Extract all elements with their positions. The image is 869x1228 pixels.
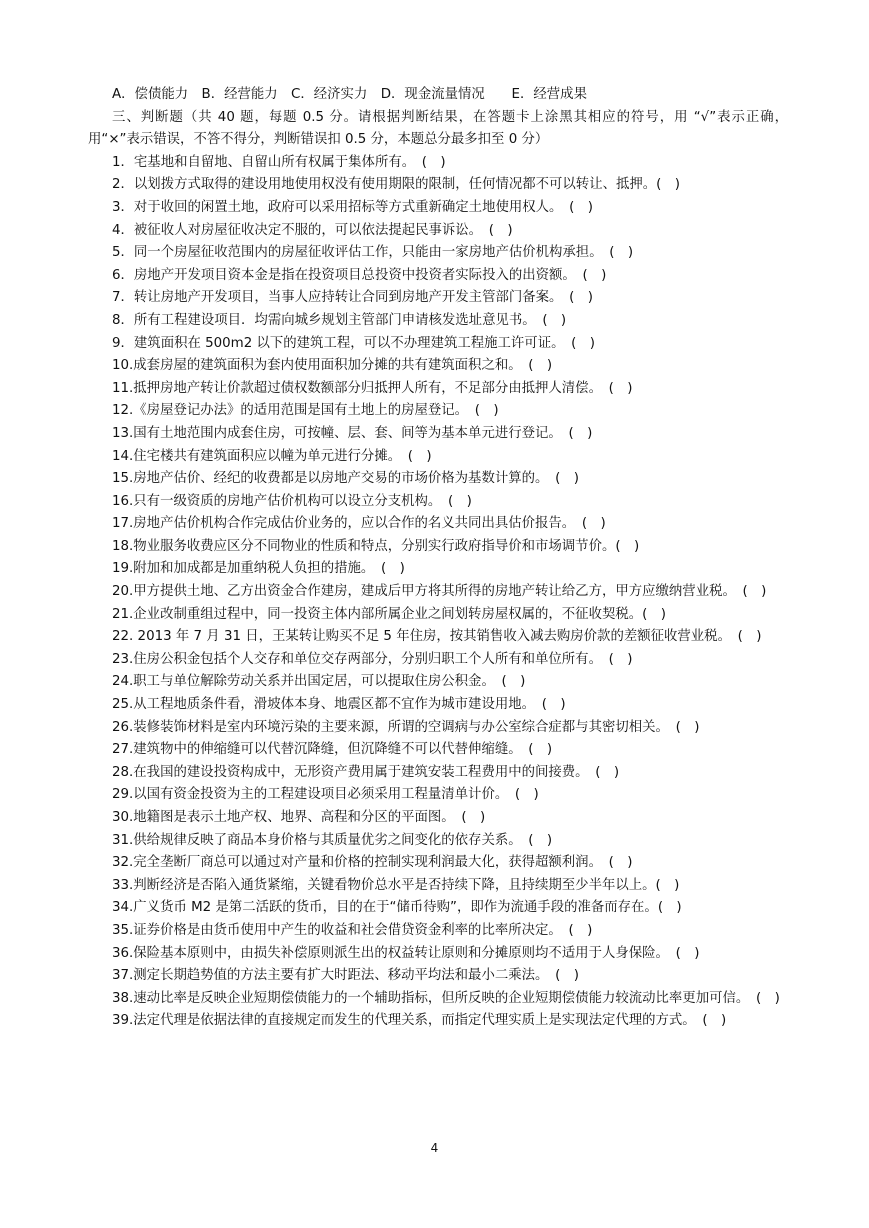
question-item: 14.住宅楼共有建筑面积应以幢为单元进行分摊。 ( ) xyxy=(112,448,432,464)
question-item: 13.国有土地范围内成套住房，可按幢、层、套、间等为基本单元进行登记。 ( ) xyxy=(112,425,593,441)
question-item: 15.房地产估价、经纪的收费都是以房地产交易的市场价格为基数计算的。 ( ) xyxy=(112,471,579,487)
question-item: 5．同一个房屋征收范围内的房屋征收评估工作，只能由一家房地产估价机构承担。 ( ) xyxy=(112,245,634,261)
question-item: 1．宅基地和自留地、自留山所有权属于集体所有。 ( ) xyxy=(112,154,446,170)
page-number: 4 xyxy=(430,1141,439,1155)
question-item: 21.企业改制重组过程中，同一投资主体内部所属企业之间划转房屋权属的，不征收契税。( ) xyxy=(112,606,666,622)
page-content xyxy=(88,84,788,1033)
question-item: 34.广义货币 M2 是第二活跃的货币，目的在于“储币待购”，即作为流通手段的准备而存在。( ) xyxy=(112,900,682,916)
question-item: 33.判断经济是否陷入通货紧缩，关键看物价总水平是否持续下降，且持续期至少半年以上。( ) xyxy=(112,877,680,893)
question-item: 36.保险基本原则中，由损失补偿原则派生出的权益转让原则和分摊原则均不适用于人身保险。 ( ) xyxy=(112,945,700,961)
question-item: 37.测定长期趋势值的方法主要有扩大时距法、移动平均法和最小二乘法。 ( ) xyxy=(112,968,579,984)
question-item: 3．对于收回的闲置土地，政府可以采用招标等方式重新确定土地使用权人。 ( ) xyxy=(112,199,593,215)
question-item: 27.建筑物中的伸缩缝可以代替沉降缝，但沉降缝不可以代替伸缩缝。 ( ) xyxy=(112,742,553,758)
answer-options-line: A．偿债能力 B．经营能力 C．经济实力 D．现金流量情况 E．经营成果 xyxy=(112,87,587,102)
question-item: 28.在我国的建设投资构成中，无形资产费用属于建筑安装工程费用中的间接费。 ( ) xyxy=(112,764,620,780)
question-item: 8．所有工程建设项目．均需向城乡规划主管部门申请核发选址意见书。 ( ) xyxy=(112,312,567,328)
question-item: 29.以国有资金投资为主的工程建设项目必须采用工程量清单计价。 ( ) xyxy=(112,787,539,803)
question-item: 12.《房屋登记办法》的适用范围是国有土地上的房屋登记。 ( ) xyxy=(112,403,499,419)
question-item: 10.成套房屋的建筑面积为套内使用面积加分摊的共有建筑面积之和。 ( ) xyxy=(112,358,553,374)
question-item: 30.地籍图是表示土地产权、地界、高程和分区的平面图。 ( ) xyxy=(112,810,486,825)
question-item: 7．转让房地产开发项目，当事人应持转让合同到房地产开发主管部门备案。 ( ) xyxy=(112,290,593,306)
question-item: 16.只有一级资质的房地产估价机构可以设立分支机构。 ( ) xyxy=(112,493,472,509)
question-item: 6．房地产开发项目资本金是指在投资项目总投资中投资者实际投入的出资额。 ( ) xyxy=(112,267,607,283)
question-item: 39.法定代理是依据法律的直接规定而发生的代理关系，而指定代理实质上是实现法定代理的方式。 ( ) xyxy=(112,1013,727,1029)
question-item: 38.速动比率是反映企业短期偿债能力的一个辅助指标，但所反映的企业短期偿债能力较流动比率更加可信。 ( ) xyxy=(112,990,780,1006)
question-item: 11.抵押房地产转让价款超过债权数额部分归抵押人所有，不足部分由抵押人清偿。 ( ) xyxy=(112,380,633,396)
question-item: 23.住房公积金包括个人交存和单位交存两部分，分别归职工个人所有和单位所有。 ( ) xyxy=(112,651,633,667)
question-item: 22. 2013 年 7 月 31 日，王某转让购买不足 5 年住房，按其销售收入减去购房价款的差额征收营业税。 ( ) xyxy=(112,629,762,645)
question-item: 17.房地产估价机构合作完成估价业务的，应以合作的名义共同出具估价报告。 ( ) xyxy=(112,516,606,532)
question-item: 2．以划拨方式取得的建设用地使用权没有使用期限的限制，任何情况都不可以转让、抵押。( ) xyxy=(112,177,680,193)
question-item: 24.职工与单位解除劳动关系并出国定居，可以提取住房公积金。 ( ) xyxy=(112,674,526,690)
question-item: 4．被征收人对房屋征收决定不服的，可以依法提起民事诉讼。 ( ) xyxy=(112,222,513,238)
question-item: 26.装修装饰材料是室内环境污染的主要来源，所谓的空调病与办公室综合症都与其密切相关。 ( ) xyxy=(112,719,700,735)
question-item: 31.供给规律反映了商品本身价格与其质量优劣之间变化的依存关系。 ( ) xyxy=(112,832,553,848)
section-heading: 三、判断题（共 40 题，每题 0.5 分。请根据判断结果，在答题卡上涂黑其相应的符号，用 “√”表示正确，用“×”表示错误，不答不得分，判断错误扣 0.5 分，本题总分最多扣至 0 分） xyxy=(88,109,788,148)
question-item: 32.完全垄断厂商总可以通过对产量和价格的控制实现利润最大化，获得超额利润。 ( ) xyxy=(112,855,633,871)
question-item: 19.附加和加成都是加重纳税人负担的措施。 ( ) xyxy=(112,561,405,577)
question-item: 25.从工程地质条件看，滑坡体本身、地震区都不宜作为城市建设用地。 ( ) xyxy=(112,697,566,713)
question-item: 20.甲方提供土地、乙方出资金合作建房，建成后甲方将其所得的房地产转让给乙方，甲方应缴纳营业税。 ( ) xyxy=(112,584,767,600)
question-item: 9．建筑面积在 500m2 以下的建筑工程，可以不办理建筑工程施工许可证。 ( ) xyxy=(112,335,596,351)
question-item: 18.物业服务收费应区分不同物业的性质和特点，分别实行政府指导价和市场调节价。( ) xyxy=(112,538,640,554)
question-item: 35.证券价格是由货币使用中产生的收益和社会借贷资金利率的比率所决定。 ( ) xyxy=(112,922,593,938)
